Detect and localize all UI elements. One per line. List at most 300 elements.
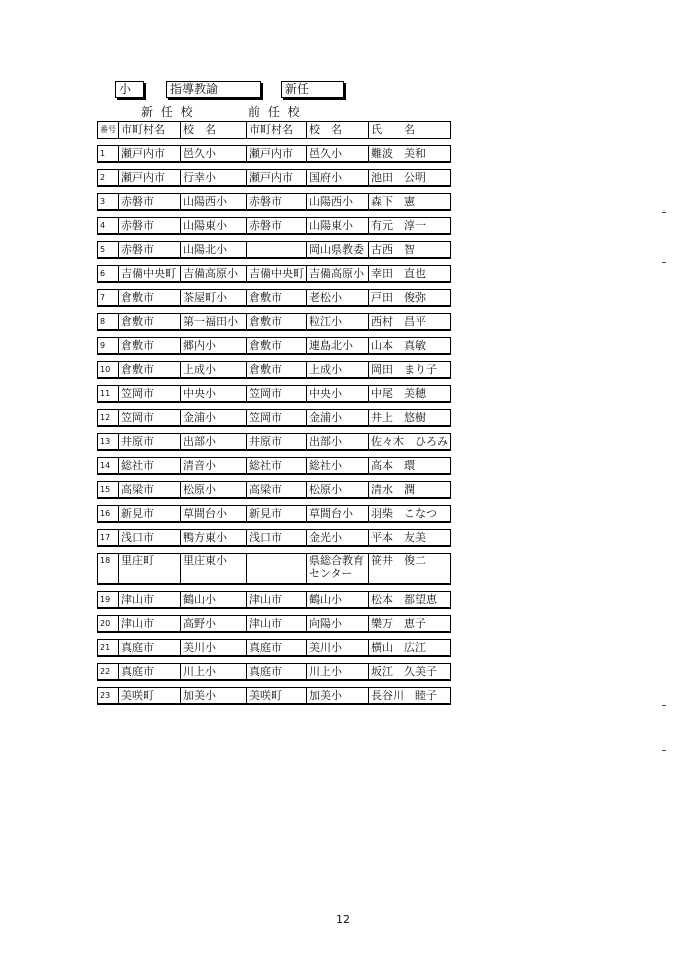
spacer-cell (369, 499, 451, 506)
prev-municipality-cell: 瀬戸内市 (247, 170, 307, 187)
spacer-cell (307, 211, 369, 218)
row-number-cell: 2 (98, 170, 119, 187)
new-school-cell: 清音小 (181, 458, 247, 475)
spacer-cell (98, 475, 119, 482)
prev-municipality-cell: 高梁市 (247, 482, 307, 499)
teacher-name-cell: 池田 公明 (369, 170, 451, 187)
spacer-cell (307, 139, 369, 146)
teacher-name-cell: 横山 広江 (369, 640, 451, 657)
scan-mark (662, 212, 666, 213)
spacer-cell (181, 633, 247, 640)
table-row (98, 688, 451, 705)
table-row (98, 242, 451, 259)
teacher-name-cell: 中尾 美穂 (369, 386, 451, 403)
spacer-cell (181, 163, 247, 170)
teacher-name-cell: 清水 潤 (369, 482, 451, 499)
prev-municipality-cell: 笠岡市 (247, 410, 307, 427)
teacher-name-cell: 森下 憲 (369, 194, 451, 211)
spacer-cell (247, 681, 307, 688)
teacher-name-cell: 有元 淳一 (369, 218, 451, 235)
spacer-cell (307, 331, 369, 338)
spacer-cell (307, 499, 369, 506)
prev-municipality-cell: 津山市 (247, 616, 307, 633)
row-number-cell: 18 (98, 554, 119, 585)
prev-municipality-cell: 倉敷市 (247, 362, 307, 379)
new-municipality-cell: 笠岡市 (119, 386, 181, 403)
spacer-cell (307, 403, 369, 410)
teacher-name-cell: 井上 悠樹 (369, 410, 451, 427)
spacer-cell (98, 499, 119, 506)
spacer-cell (247, 355, 307, 362)
spacer-cell (181, 523, 247, 530)
prev-school-cell: 出部小 (307, 434, 369, 451)
table-row (98, 410, 451, 427)
new-school-cell: 鴨方東小 (181, 530, 247, 547)
scan-mark (662, 262, 666, 263)
new-municipality-cell: 赤磐市 (119, 218, 181, 235)
prev-school-cell: 吉備高原小 (307, 266, 369, 283)
new-municipality-cell: 倉敷市 (119, 290, 181, 307)
spacer-cell (307, 307, 369, 314)
new-municipality-cell: 里庄町 (119, 554, 181, 585)
prev-school-cell: 向陽小 (307, 616, 369, 633)
teacher-name-cell: 戸田 俊弥 (369, 290, 451, 307)
spacer-cell (369, 139, 451, 146)
spacer-cell (119, 523, 181, 530)
new-school-cell: 第一福田小 (181, 314, 247, 331)
new-municipality-cell: 倉敷市 (119, 314, 181, 331)
spacer-cell (181, 475, 247, 482)
spacer-cell (98, 451, 119, 458)
prev-school-cell: 連島北小 (307, 338, 369, 355)
teacher-name-cell: 西村 昌平 (369, 314, 451, 331)
spacer-cell (307, 283, 369, 290)
table-row (98, 194, 451, 211)
spacer-cell (181, 379, 247, 386)
spacer-cell (247, 283, 307, 290)
prev-municipality-cell: 新見市 (247, 506, 307, 523)
spacer-cell (247, 475, 307, 482)
row-number-cell: 14 (98, 458, 119, 475)
new-municipality-cell: 真庭市 (119, 664, 181, 681)
spacer-cell (369, 331, 451, 338)
prev-school-cell: 邑久小 (307, 146, 369, 163)
row-number-cell: 13 (98, 434, 119, 451)
new-municipality-cell: 赤磐市 (119, 194, 181, 211)
new-municipality-cell: 吉備中央町 (119, 266, 181, 283)
new-school-cell: 美川小 (181, 640, 247, 657)
position-box: 指導教諭 (166, 81, 261, 98)
new-municipality-cell: 高梁市 (119, 482, 181, 499)
new-municipality-cell: 瀬戸内市 (119, 170, 181, 187)
row-spacer (98, 523, 451, 530)
spacer-cell (181, 451, 247, 458)
prev-municipality-cell: 井原市 (247, 434, 307, 451)
scan-mark (662, 705, 666, 706)
spacer-cell (181, 259, 247, 266)
spacer-cell (247, 331, 307, 338)
new-municipality-cell: 倉敷市 (119, 338, 181, 355)
spacer-cell (247, 585, 307, 592)
row-spacer (98, 547, 451, 554)
header-prev-school: 校 名 (307, 122, 369, 139)
spacer-cell (119, 331, 181, 338)
table-row (98, 530, 451, 547)
spacer-cell (369, 523, 451, 530)
new-school-cell: 金浦小 (181, 410, 247, 427)
spacer-cell (119, 585, 181, 592)
teacher-name-cell: 幸田 直也 (369, 266, 451, 283)
spacer-cell (247, 499, 307, 506)
prev-school-cell: 松原小 (307, 482, 369, 499)
spacer-cell (119, 547, 181, 554)
spacer-cell (247, 163, 307, 170)
new-municipality-cell: 総社市 (119, 458, 181, 475)
new-school-cell: 山陽西小 (181, 194, 247, 211)
spacer-cell (98, 523, 119, 530)
spacer-cell (369, 451, 451, 458)
spacer-cell (369, 187, 451, 194)
prev-municipality-cell: 笠岡市 (247, 386, 307, 403)
row-number-cell: 20 (98, 616, 119, 633)
row-number-cell: 16 (98, 506, 119, 523)
header-new-school: 校 名 (181, 122, 247, 139)
prev-school-cell: 山陽東小 (307, 218, 369, 235)
spacer-cell (247, 657, 307, 664)
row-spacer (98, 427, 451, 434)
spacer-cell (369, 657, 451, 664)
row-number-cell: 9 (98, 338, 119, 355)
new-municipality-cell: 真庭市 (119, 640, 181, 657)
spacer-cell (369, 427, 451, 434)
teacher-name-cell: 岡田 まり子 (369, 362, 451, 379)
teacher-name-cell: 難波 美和 (369, 146, 451, 163)
spacer-cell (369, 283, 451, 290)
spacer-cell (247, 633, 307, 640)
row-spacer (98, 585, 451, 592)
spacer-cell (369, 609, 451, 616)
row-number-cell: 3 (98, 194, 119, 211)
table-row (98, 338, 451, 355)
spacer-cell (307, 609, 369, 616)
row-number-cell: 6 (98, 266, 119, 283)
row-spacer (98, 163, 451, 170)
spacer-cell (369, 403, 451, 410)
spacer-cell (181, 355, 247, 362)
row-spacer (98, 379, 451, 386)
spacer-cell (119, 475, 181, 482)
spacer-cell (98, 235, 119, 242)
row-number-cell: 11 (98, 386, 119, 403)
new-school-cell: 郷内小 (181, 338, 247, 355)
header-prev-municipality: 市町村名 (247, 122, 307, 139)
prev-school-cell: 美川小 (307, 640, 369, 657)
prev-school-cell: 鶴山小 (307, 592, 369, 609)
spacer-cell (98, 427, 119, 434)
prev-school-cell: 加美小 (307, 688, 369, 705)
row-spacer (98, 331, 451, 338)
spacer-cell (98, 403, 119, 410)
spacer-cell (98, 331, 119, 338)
row-spacer (98, 451, 451, 458)
teacher-name-cell: 長谷川 睦子 (369, 688, 451, 705)
row-spacer (98, 307, 451, 314)
row-spacer (98, 139, 451, 146)
row-number-cell: 22 (98, 664, 119, 681)
spacer-cell (98, 585, 119, 592)
row-spacer (98, 187, 451, 194)
spacer-cell (119, 633, 181, 640)
prev-municipality-cell: 倉敷市 (247, 314, 307, 331)
row-spacer (98, 633, 451, 640)
table-row (98, 640, 451, 657)
row-number-cell: 21 (98, 640, 119, 657)
spacer-cell (119, 499, 181, 506)
spacer-cell (181, 235, 247, 242)
spacer-cell (307, 235, 369, 242)
page-number: 12 (336, 913, 350, 926)
teacher-name-cell: 坂江 久美子 (369, 664, 451, 681)
new-school-cell: 行幸小 (181, 170, 247, 187)
table-row (98, 506, 451, 523)
new-school-cell: 川上小 (181, 664, 247, 681)
row-number-cell: 12 (98, 410, 119, 427)
prev-municipality-cell: 瀬戸内市 (247, 146, 307, 163)
new-municipality-cell: 倉敷市 (119, 362, 181, 379)
spacer-cell (98, 211, 119, 218)
header-name: 氏 名 (369, 122, 451, 139)
spacer-cell (119, 451, 181, 458)
spacer-cell (181, 283, 247, 290)
new-school-cell: 邑久小 (181, 146, 247, 163)
table-row (98, 218, 451, 235)
spacer-cell (369, 259, 451, 266)
row-spacer (98, 609, 451, 616)
assignment-table (97, 121, 451, 705)
teacher-name-cell: 松本 都望恵 (369, 592, 451, 609)
row-spacer (98, 355, 451, 362)
prev-municipality-cell: 真庭市 (247, 640, 307, 657)
row-spacer (98, 235, 451, 242)
spacer-cell (369, 211, 451, 218)
spacer-cell (247, 187, 307, 194)
spacer-cell (247, 139, 307, 146)
new-school-cell: 山陽北小 (181, 242, 247, 259)
spacer-cell (119, 139, 181, 146)
spacer-cell (119, 379, 181, 386)
spacer-cell (181, 585, 247, 592)
prev-municipality-cell: 倉敷市 (247, 290, 307, 307)
new-municipality-cell: 瀬戸内市 (119, 146, 181, 163)
spacer-cell (119, 403, 181, 410)
spacer-cell (98, 139, 119, 146)
table-row (98, 592, 451, 609)
spacer-cell (369, 235, 451, 242)
spacer-cell (98, 379, 119, 386)
spacer-cell (119, 283, 181, 290)
spacer-cell (369, 681, 451, 688)
spacer-cell (119, 163, 181, 170)
spacer-cell (119, 187, 181, 194)
prev-municipality-cell: 津山市 (247, 592, 307, 609)
row-number-cell: 5 (98, 242, 119, 259)
spacer-cell (119, 307, 181, 314)
spacer-cell (307, 427, 369, 434)
row-number-cell: 23 (98, 688, 119, 705)
row-number-cell: 10 (98, 362, 119, 379)
spacer-cell (307, 585, 369, 592)
header-number: 番号 (98, 122, 119, 139)
table-row (98, 482, 451, 499)
spacer-cell (247, 451, 307, 458)
spacer-cell (369, 547, 451, 554)
new-school-cell: 山陽東小 (181, 218, 247, 235)
spacer-cell (181, 403, 247, 410)
table-row (98, 386, 451, 403)
spacer-cell (181, 331, 247, 338)
new-municipality-cell: 新見市 (119, 506, 181, 523)
header-new-municipality: 市町村名 (119, 122, 181, 139)
spacer-cell (98, 307, 119, 314)
prev-school-cell: 山陽西小 (307, 194, 369, 211)
new-school-cell: 松原小 (181, 482, 247, 499)
spacer-cell (369, 379, 451, 386)
new-school-cell: 茶屋町小 (181, 290, 247, 307)
teacher-name-cell: 佐々木 ひろみ (369, 434, 451, 451)
spacer-cell (119, 657, 181, 664)
spacer-cell (119, 681, 181, 688)
spacer-cell (119, 355, 181, 362)
row-spacer (98, 283, 451, 290)
table-row (98, 434, 451, 451)
spacer-cell (98, 355, 119, 362)
row-number-cell: 4 (98, 218, 119, 235)
spacer-cell (307, 451, 369, 458)
row-number-cell: 8 (98, 314, 119, 331)
spacer-cell (307, 355, 369, 362)
new-school-cell: 鶴山小 (181, 592, 247, 609)
scan-mark (662, 750, 666, 751)
prev-school-cell: 川上小 (307, 664, 369, 681)
spacer-cell (181, 307, 247, 314)
row-spacer (98, 259, 451, 266)
prev-school-cell: 総社小 (307, 458, 369, 475)
row-spacer (98, 681, 451, 688)
teacher-name-cell: 高本 環 (369, 458, 451, 475)
new-school-cell: 加美小 (181, 688, 247, 705)
new-school-cell: 中央小 (181, 386, 247, 403)
spacer-cell (369, 355, 451, 362)
spacer-cell (98, 633, 119, 640)
new-school-cell: 吉備高原小 (181, 266, 247, 283)
spacer-cell (181, 547, 247, 554)
new-school-cell: 草間台小 (181, 506, 247, 523)
prev-municipality-cell (247, 554, 307, 585)
spacer-cell (307, 633, 369, 640)
spacer-cell (369, 475, 451, 482)
table-row (98, 458, 451, 475)
spacer-cell (181, 187, 247, 194)
prev-municipality-cell: 浅口市 (247, 530, 307, 547)
prev-municipality-cell: 吉備中央町 (247, 266, 307, 283)
prev-school-cell: 金光小 (307, 530, 369, 547)
new-school-cell: 出部小 (181, 434, 247, 451)
prev-school-cell: 金浦小 (307, 410, 369, 427)
new-school-cell: 高野小 (181, 616, 247, 633)
spacer-cell (307, 475, 369, 482)
spacer-cell (307, 523, 369, 530)
prev-municipality-cell: 倉敷市 (247, 338, 307, 355)
row-number-cell: 7 (98, 290, 119, 307)
row-spacer (98, 499, 451, 506)
table-row (98, 266, 451, 283)
school-level-box: 小 (115, 81, 144, 98)
prev-school-cell: 岡山県教委 (307, 242, 369, 259)
spacer-cell (98, 163, 119, 170)
new-municipality-cell: 井原市 (119, 434, 181, 451)
new-school-cell: 里庄東小 (181, 554, 247, 585)
spacer-cell (247, 307, 307, 314)
spacer-cell (119, 259, 181, 266)
prev-school-cell: 粒江小 (307, 314, 369, 331)
spacer-cell (307, 187, 369, 194)
row-spacer (98, 475, 451, 482)
spacer-cell (307, 379, 369, 386)
table-row (98, 616, 451, 633)
spacer-cell (369, 585, 451, 592)
spacer-cell (98, 259, 119, 266)
spacer-cell (119, 211, 181, 218)
spacer-cell (98, 547, 119, 554)
spacer-cell (307, 547, 369, 554)
table-row (98, 554, 451, 585)
teacher-name-cell: 平本 友美 (369, 530, 451, 547)
new-municipality-cell: 赤磐市 (119, 242, 181, 259)
spacer-cell (369, 633, 451, 640)
spacer-cell (181, 657, 247, 664)
spacer-cell (307, 163, 369, 170)
prev-school-cell: 老松小 (307, 290, 369, 307)
new-municipality-cell: 浅口市 (119, 530, 181, 547)
row-spacer (98, 403, 451, 410)
spacer-cell (181, 139, 247, 146)
teacher-name-cell: 笹井 俊二 (369, 554, 451, 585)
row-number-cell: 17 (98, 530, 119, 547)
spacer-cell (247, 523, 307, 530)
spacer-cell (98, 657, 119, 664)
spacer-cell (119, 427, 181, 434)
spacer-cell (307, 259, 369, 266)
prev-school-cell: 草間台小 (307, 506, 369, 523)
row-spacer (98, 657, 451, 664)
new-municipality-cell: 津山市 (119, 616, 181, 633)
table-row (98, 314, 451, 331)
new-municipality-cell: 美咲町 (119, 688, 181, 705)
table-row (98, 170, 451, 187)
teacher-name-cell: 樂万 恵子 (369, 616, 451, 633)
spacer-cell (247, 427, 307, 434)
spacer-cell (98, 187, 119, 194)
new-school-caption: 新 任 校 (141, 105, 195, 119)
spacer-cell (247, 609, 307, 616)
table-row (98, 146, 451, 163)
table-row (98, 290, 451, 307)
spacer-cell (181, 609, 247, 616)
spacer-cell (247, 211, 307, 218)
new-municipality-cell: 津山市 (119, 592, 181, 609)
spacer-cell (247, 235, 307, 242)
prev-municipality-cell: 美咲町 (247, 688, 307, 705)
